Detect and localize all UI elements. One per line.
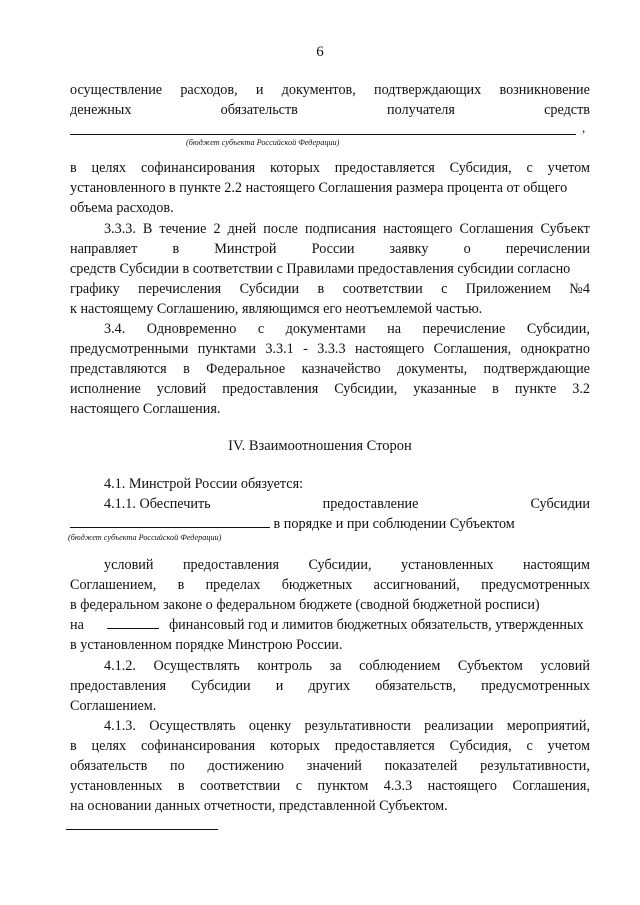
p411-line-6-after: финансовый год и лимитов бюджетных обязательств, утвержденных [168,617,584,633]
p34-line-3 [70,359,590,379]
word: предусмотренными [70,341,189,357]
word: - [303,341,308,357]
p412-line-3: Соглашением. [70,698,157,714]
word: предусмотренных [481,678,590,694]
word: 3.3.1 [265,341,294,357]
word: Осуществлять [149,718,236,734]
word: в [317,281,325,297]
word: указанные [413,381,477,397]
word: настоящего [383,221,453,237]
p411-line-7: в установленном порядке Минстрою России. [70,637,343,653]
p333-line-3: средств Субсидии в соответствии с Правилами предоставления субсидии согласно [70,261,571,277]
word: с [295,778,303,794]
year-blank [107,615,159,629]
word: расходов, [180,82,238,98]
word: Субсидия, [449,160,512,176]
word: 4.1.1. Обеспечить [104,496,211,512]
word: перечисления [138,281,222,297]
word: представляются [70,361,167,377]
top-line-5: объема расходов. [70,200,174,216]
word: предоставление [322,496,419,512]
p34-line-4 [70,379,590,399]
p413-line-1 [104,716,590,736]
p34-line-2 [70,339,590,359]
section-title: IV. Взаимоотношения Сторон [228,438,412,454]
word: в [70,738,77,754]
word: исполнение [70,381,141,397]
word: с [257,321,265,337]
word: пункте [514,381,557,397]
word: обязательств, [375,678,457,694]
word: Соглашения, [512,778,590,794]
word: 4.3.3 [383,778,413,794]
word: Приложением [465,281,551,297]
word: которых [270,738,320,754]
word: Соглашения, [433,341,512,357]
word: Осуществлять [153,658,240,674]
word: в [177,577,185,593]
word: о [463,241,471,257]
word: дней [227,221,257,237]
p411-line-2-text: в порядке и при соблюдении Субъектом [273,516,515,532]
word: по [170,758,185,774]
word: Субъект [540,221,590,237]
word: показателей [384,758,458,774]
word: настоящего [427,778,497,794]
word: софинансирования [140,738,256,754]
budget-blank [70,514,270,528]
word: Субсидии [191,678,251,694]
word: результативности [304,718,411,734]
p411-line-5: в федеральном законе о федеральном бюджете (сводной бюджетной росписи) [70,597,540,613]
word: значений [306,758,362,774]
word: перечислении [505,241,590,257]
p333-line-4 [70,279,590,299]
budget-caption-2: (бюджет субъекта Российской Федерации) [68,533,222,542]
word: возникновение [499,82,590,98]
word: с [526,160,533,176]
p411-line-1 [104,494,590,514]
word: 3.4. [104,321,126,337]
word: документов, [281,82,356,98]
word: подтверждающие [483,361,590,377]
word: денежных [70,102,132,118]
word: перечисление [422,321,506,337]
word: обязательств [70,758,148,774]
word: предоставляется [334,738,435,754]
word: с [526,738,533,754]
word: 3.3.3 [317,341,346,357]
p413-line-3 [70,756,590,776]
word: учетом [547,160,590,176]
word: предоставления [182,557,279,573]
word: и [255,82,264,98]
word: Соглашения [459,221,534,237]
word: средств [544,102,590,118]
word: Субсидии, [308,557,372,573]
p411-line-3 [104,555,590,575]
word: 4.1.2. [104,658,136,674]
word: однократно [520,341,590,357]
word: соблюдением [359,658,441,674]
word: целях [91,738,127,754]
page-number: 6 [316,44,324,60]
p333-line-2 [70,239,590,259]
word: 4.1.3. [104,718,136,734]
word: обязательств [220,102,298,118]
p34-line-1 [104,319,590,339]
word: пределах [205,577,261,593]
budget-blank-line [70,134,576,135]
word: подтверждающих [374,82,482,98]
p412-line-1 [104,656,590,676]
top-line-4: установленного в пункте 2.2 настоящего Соглашения размера процента от общего [70,180,568,196]
word: после [263,221,298,237]
p413-line-5: на основании данных отчетности, представленной Субъектом. [70,798,448,814]
word: которых [270,160,320,176]
top-line-2 [70,100,590,120]
word: в [177,778,185,794]
word: документами [285,321,366,337]
word: Минстрой [214,241,277,257]
word: условий [540,658,590,674]
word: условий [156,381,207,397]
word: с [441,281,448,297]
word: соответствии [342,281,423,297]
word: предусмотренных [481,577,590,593]
p34-line-5: настоящего Соглашения. [70,401,221,417]
word: Субъектом [457,658,523,674]
word: условий [104,557,154,573]
word: Соглашением, [70,577,157,593]
top-line-1 [70,80,590,100]
p411-line-6 [70,615,590,635]
word: 2 [213,221,221,237]
p333-line-1 [104,219,590,239]
word: России [311,241,355,257]
word: настоящего [354,341,425,357]
word: софинансирования [140,160,256,176]
word: заявку [389,241,429,257]
p411-line-4 [70,575,590,595]
word: настоящим [522,557,590,573]
word: соответствии [200,778,281,794]
word: получателя [387,102,455,118]
word: в [183,361,190,377]
word: Субсидии, [334,381,398,397]
word: оценку [248,718,292,734]
word: 3.3.3. [104,221,136,237]
word: достижению [207,758,284,774]
word: подписания [304,221,377,237]
word: графику [70,281,120,297]
word: установленных [70,778,163,794]
word: 3.2 [572,381,590,397]
p413-line-4 [70,776,590,796]
word: Одновременно [146,321,237,337]
word: течение [159,221,207,237]
p411-line-6-before: на [70,617,84,633]
p41-line: 4.1. Минстрой России обязуется: [104,476,304,492]
word: предоставления [70,678,167,694]
word: в [172,241,180,257]
word: №4 [569,281,590,297]
word: В [142,221,153,237]
word: осуществление [70,82,163,98]
p333-line-5: к настоящему Соглашению, являющимся его неотъемлемой частью. [70,301,483,317]
p412-line-2 [70,676,590,696]
word: в [70,160,77,176]
p411-line-2 [70,514,590,534]
word: Субсидии, [526,321,590,337]
word: предоставляется [334,160,435,176]
word: в [492,381,499,397]
footnote-rule [66,829,218,830]
word: направляет [70,241,138,257]
word: мероприятий, [506,718,590,734]
word: Субсидия, [449,738,512,754]
p413-line-2 [70,736,590,756]
word: ассигнований, [373,577,460,593]
word: за [329,658,342,674]
word: на [387,321,402,337]
word: предоставления [222,381,319,397]
word: документы, [397,361,468,377]
top-line-3 [70,158,590,178]
word: результативности, [480,758,590,774]
word: установленных [401,557,494,573]
word: учетом [547,738,590,754]
word: реализации [424,718,494,734]
word: целях [91,160,127,176]
word: Федеральное [206,361,286,377]
word: бюджетных [281,577,353,593]
blank-comma: , [582,120,586,135]
word: пунктом [317,778,369,794]
word: контроль [257,658,313,674]
word: пунктами [197,341,256,357]
budget-caption: (бюджет субъекта Российской Федерации) [186,138,340,147]
word: Субсидии [239,281,300,297]
word: и [275,678,284,694]
word: других [308,678,351,694]
word: Субсидии [530,496,590,512]
word: казначейство [301,361,381,377]
